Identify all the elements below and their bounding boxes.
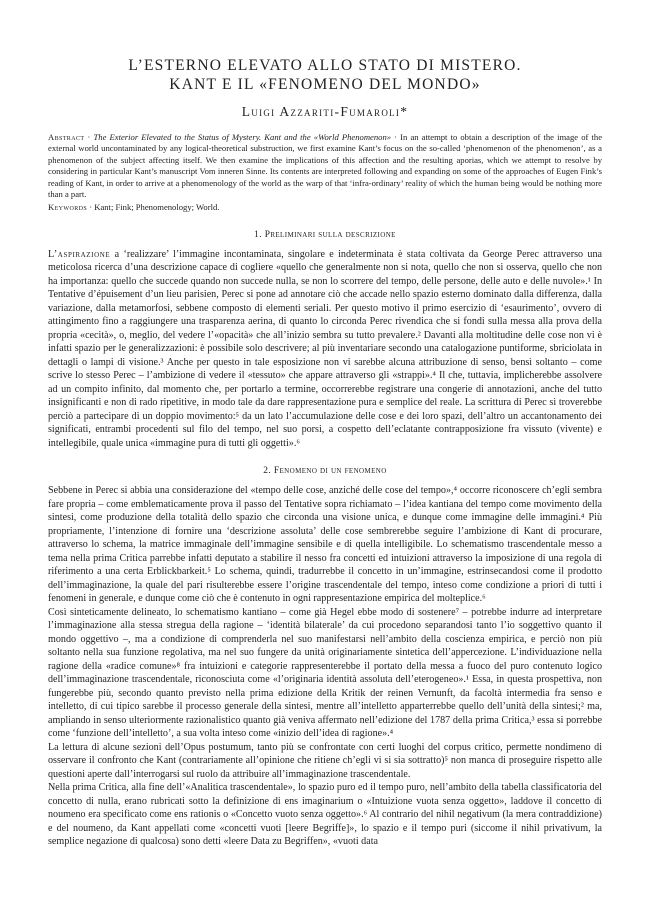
abstract [48,132,602,200]
paper-title [48,56,602,94]
author-name: Luigi Azzariti-Fumaroli* [241,104,409,119]
section-1-body: a ‘realizzare’ l’immagine incontaminata, singolare e indeterminata è stata coltivata da George Perec attraverso una meticolosa ricerca d’una descrizione capace di cogliere «quello che generalmente non si nota, quello che non si osserva, quello che non ha importanza: quello che succede quando non succede nulla, se non lo scorrere del tempo, delle persone, delle auto e delle nuvole».¹ In Tentative d’épuisement d’un lieu parisien, Perec si pone ad annotare ciò che accade nello spazio esterno dominato dalla differenza, dalla variazione, dalla metamorfosi, sebbene composto di elementi seriali. Per questo motivo il primo esercizio di ‘esaurimento’, ovvero di attingimento fino a raggiungere una trasparenza aerina, di quanto lo circonda Perec rivendica che si fondi sulla messa alla prova della propria «cecità», o, meglio, del vedere l’«opacità» che all’inizio sembra su tutto prevalere.² Davanti alla moltitudine delle cose non vi è infatti spazio per le generalizzazioni: è possibile solo descrivere; al più inventariare secondo una catalogazione puntiforme, sbriciolata in dettagli o lampi di visione.³ Anche per questo in tale esposizione non vi sarebbe alcuna attribuzione di senso, bensì soltanto – come scrive lo stesso Perec – l’ambizione di vedere il «tessuto» che appare attraverso gli «strappi».⁴ Il che, tuttavia, implicherebbe assolvere ad un compito infinito, dal momento che, per portarlo a termine, occorrerebbe registrare una congerie di annotazioni, anche del tutto insignificanti e non di rado ripetitive, in modo tale da dare rappresentazione pura e semplice del reale. La scrittura di Perec si troverebbe perciò a partecipare di un doppio movimento:⁵ da un lato l’accumulazione delle cose e dei loro spazi, dell’altro un accantonamento dei significati, entrambi procedenti sul filo del tempo, nel suo porsi, a cospetto dell’eclatante contrapposizione fra vissuto (vivente) e intellegibile, quale unica «immagine pura di tutti gli oggetti».⁶ [48,248,602,449]
section-2-paragraph-3: La lettura di alcune sezioni dell’Opus postumum, tanto più se confrontate con certi luoghi del corpus critico, permette nondimeno di osservare il confronto che Kant (contrariamente all’opinione che ritiene ch’egli vi si sia sottratto)⁵ non manca di proseguire rispetto alle questioni aperte dall’interrogarsi sul ruolo da attribuire all’immaginazione trascendentale. [48,741,602,780]
section-2-paragraph-1: Sebbene in Perec si abbia una considerazione del «tempo delle cose, anziché delle cose del tempo»,⁴ occorre riconoscere ch’egli sembra fare propria – come emblematicamente prova il passo del Tentative sopra richiamato – l’idea kantiana del tempo come movimento della sintesi, come produzione della totalità dello spazio che circonda una visione unica, e dunque come immagine delle immagini.⁴ Più propriamente, l’intenzione di fornire una ‘descrizione assoluta’ delle cose sembrerebbe seguire l’ambizione di Kant di procurare, attraverso lo schema, la matrice immaginale dell’immagine sensibile e di quella intelligibile. Lo schematismo trascendentale messo a tema nella prima Critica parrebbe infatti deputato a stabilire il nesso fra concetti ed intuizioni attraverso la imposizione di una regola di riferimento a una certa Erblickbarkeit.⁵ Lo schema, quindi, tradurrebbe il concetto in un’immagine, estrinsecandosi come il prodotto dell’immaginazione, la quale del pari risulterebbe essere l’origine trascendentale del tempo, inteso come condizione a priori di tutti i fenomeni in generale, e dunque come ciò che è contenuto in ogni rappresentazione empirica del molteplice.⁶ [48,485,602,605]
keywords-label: Keywords [48,202,88,213]
section-2-paragraph-4: Nella prima Critica, alla fine dell’«Analitica trascendentale», lo spazio puro ed il tempo puro, nell’ambito della tabella classificatoria del concetto di nulla, erano rubricati sotto la definizione di ens imaginarium o «Intuizione vuota senza oggetto», laddove il concetto di noumeno era specificato come ens rationis o «Concetto vuoto senza oggetto».⁶ Al contrario del nihil negativum (la mera contraddizione) e del noumeno, da Kant appellati come «concetti vuoti [leere Begriffe]», lo spazio e il tempo puri (siccome il nihil privativum, la semplice negazione di qualcosa) sono detti «leere Data zu Begriffen», «vuoti data [48,782,602,848]
section-2-paragraph-2: Così sinteticamente delineato, lo schematismo kantiano – come già Hegel ebbe modo di sostenere⁷ – potrebbe indurre ad interpretare l’immaginazione alla stessa stregua della ragione – ‘identità bilaterale’ da cui procedono separandosi tanto l’io soggettivo quanto il mondo oggettivo –, ma a condizione di comprenderla nel suo manifestarsi nell’ambito della coscienza empirica, e perciò non più soltanto nella sua funzione regolativa, ma nel suo fungere da unità originariamente sintetica dell’appercezione. L’individuazione nella ragione della «radice comune»⁸ fra intuizioni e categorie rappresenterebbe il portato della messa a fuoco del puro contenuto logico dell’immaginazione trascendentale, riconosciuta come «l’originaria identità assoluta dell’eterogeneo».¹ Essa, in questa prospettiva, non fungerebbe più, secondo quanto previsto nella prima edizione della Kritik der reinen Vernunft, da facoltà intermedia fra senso e intelletto, di cui tipico sarebbe il processo generale della sintesi, mentre all’intelletto apparterrebbe quello dell’unità della sintesi;² ma, ampliando in senso ulteriormente razionalistico quanto già veniva affermato nell’edizione del 1787 della prima Critica,³ essa si porrebbe come ‘funzione dell’intelletto’, a sua volta inteso come «inizio dell’idea di ragione».⁴ [48,606,602,740]
title-line-2: KANT E IL «FENOMENO DEL MONDO» [169,76,481,93]
abstract-label: Abstract [48,132,85,142]
keywords-text: · Kant; Fink; Phenomenology; World. [87,202,220,213]
section-2-heading [48,466,602,476]
section-1-paragraph [48,248,602,451]
section-2-title: 2. Fenomeno di un fenomeno [263,466,387,477]
section-1-title: 1. Preliminari sulla descrizione [254,229,396,240]
section-1-heading [48,230,602,240]
abstract-body: · In an attempt to obtain a description of the image of the external world uncontaminated by any logical-theoretical substruction, we first examine Kant’s focus on the so-called ‘phenomenon of the phenomenon’, as a phenomenon of the subject affecting itself. We then examine the implications of this affection and the resulting aporias, which we attempt to resolve by considering in particular Kant’s manuscript Vom inneren Sinne. Its contents are interpreted following and expanding on some of the approaches of Eugen Fink’s reading of Kant, in order to arrive at a phenomenology of the world as the warp of that ‘infra-ordinary’ reality of which the human being would be nothing more than a part. [48,132,603,200]
abstract-separator: · [84,132,94,142]
section-1-lead-word: L’aspirazione [48,248,111,260]
title-line-1: L’ESTERNO ELEVATO ALLO STATO DI MISTERO. [128,57,522,74]
keywords [48,202,602,213]
abstract-title: The Exterior Elevated to the Status of Mystery. Kant and the «World Phenomenon» [93,132,392,142]
